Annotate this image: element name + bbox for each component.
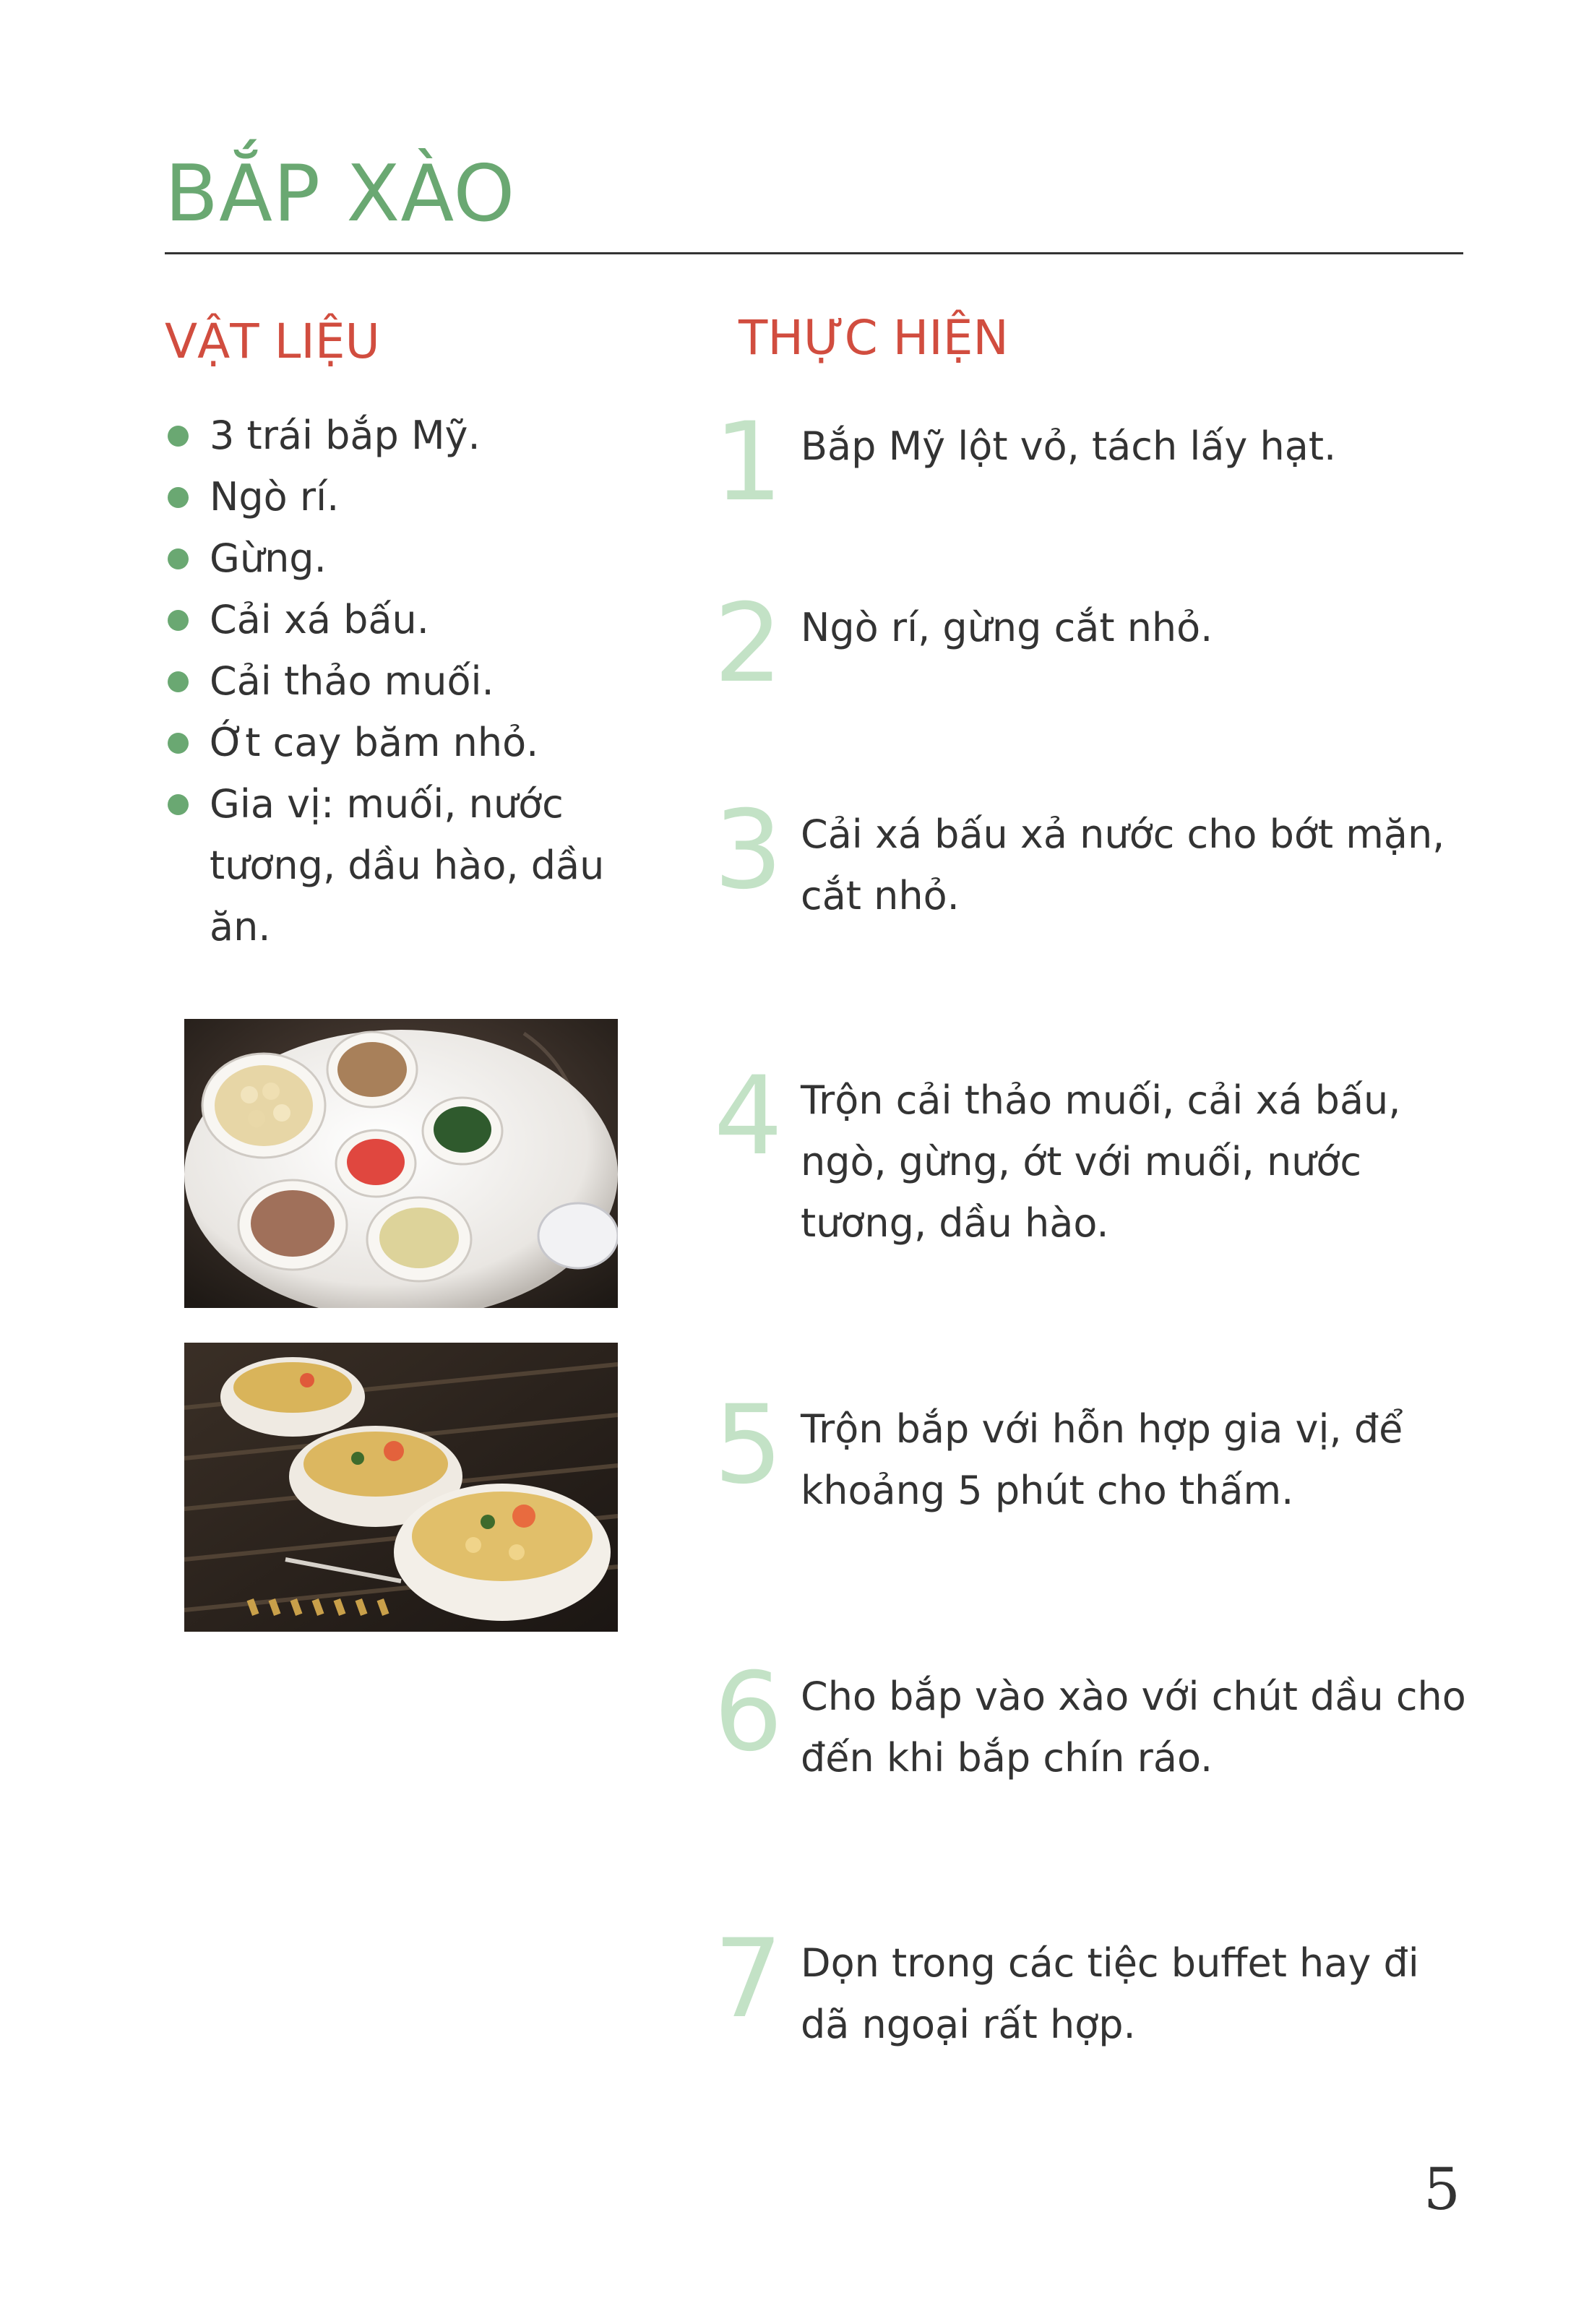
bullet-icon bbox=[168, 671, 189, 692]
ingredients-list bbox=[165, 405, 627, 957]
bullet-icon bbox=[168, 794, 189, 815]
step-text: Ngò rí, gừng cắt nhỏ. bbox=[801, 605, 1213, 650]
method-heading: THỰC HIỆN bbox=[739, 310, 1009, 366]
list-item: Cải xá bấu. bbox=[165, 589, 627, 650]
step-text: Dọn trong các tiệc buffet hay đi dã ngoại rất hợp. bbox=[801, 1940, 1419, 2047]
page-title: BẮP XÀO bbox=[165, 149, 516, 239]
step-number: 2 bbox=[713, 581, 783, 707]
bullet-icon bbox=[168, 426, 189, 447]
bullet-icon bbox=[168, 548, 189, 569]
step-7 bbox=[707, 1916, 1487, 2120]
step-2 bbox=[707, 581, 1487, 785]
step-4 bbox=[707, 1054, 1487, 1257]
bullet-icon bbox=[168, 733, 189, 754]
step-number: 6 bbox=[713, 1650, 783, 1776]
bullet-icon bbox=[168, 610, 189, 631]
step-number: 3 bbox=[713, 788, 783, 913]
ingredients-bowls-image bbox=[184, 1019, 618, 1308]
step-text: Trộn cải thảo muối, cải xá bấu, ngò, gừng, ớt với muối, nước tương, dầu hào. bbox=[801, 1077, 1401, 1246]
step-number: 1 bbox=[713, 400, 783, 525]
bullet-icon bbox=[168, 487, 189, 508]
step-number: 5 bbox=[713, 1382, 783, 1508]
finished-dish-photo bbox=[184, 1343, 618, 1632]
step-text: Cải xá bấu xả nước cho bớt mặn, cắt nhỏ. bbox=[801, 812, 1445, 918]
step-number: 7 bbox=[713, 1916, 783, 2042]
step-text: Trộn bắp với hỗn hợp gia vị, để khoảng 5 phút cho thấm. bbox=[801, 1406, 1403, 1513]
list-item: Ngò rí. bbox=[165, 466, 627, 528]
step-number: 4 bbox=[713, 1054, 783, 1179]
step-6 bbox=[707, 1650, 1487, 1854]
list-item: Cải thảo muối. bbox=[165, 650, 627, 712]
step-text: Bắp Mỹ lột vỏ, tách lấy hạt. bbox=[801, 423, 1337, 469]
step-text: Cho bắp vào xào với chút dầu cho đến khi bắp chín ráo. bbox=[801, 1674, 1466, 1781]
list-item: Ớt cay băm nhỏ. bbox=[165, 712, 627, 773]
ingredients-photo bbox=[184, 1019, 618, 1308]
corn-dish-bowls-image bbox=[184, 1343, 618, 1632]
ingredients-heading: VẬT LIỆU bbox=[165, 314, 380, 369]
step-5 bbox=[707, 1382, 1487, 1586]
step-3 bbox=[707, 788, 1487, 991]
title-divider bbox=[165, 252, 1463, 254]
list-item: Gia vị: muối, nước tương, dầu hào, dầu ăn. bbox=[165, 773, 627, 957]
list-item: 3 trái bắp Mỹ. bbox=[165, 405, 627, 466]
step-1 bbox=[707, 400, 1487, 603]
list-item: Gừng. bbox=[165, 528, 627, 589]
page-number: 5 bbox=[1424, 2156, 1460, 2223]
